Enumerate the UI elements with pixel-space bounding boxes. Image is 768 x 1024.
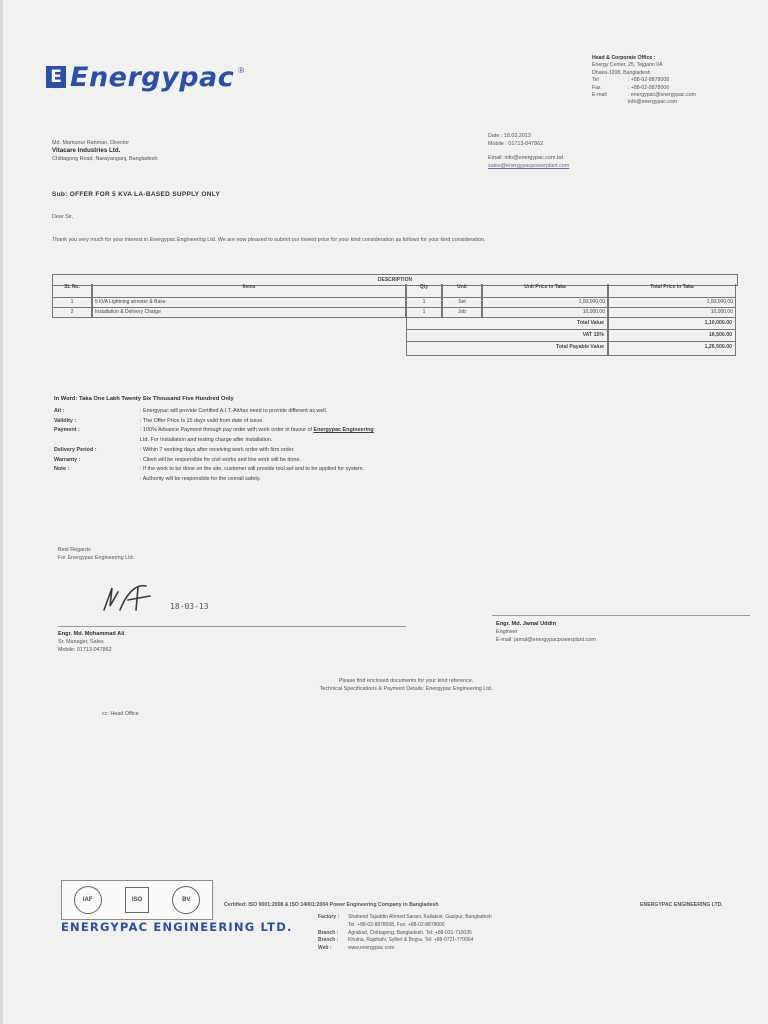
intro-paragraph: Thank you very much for your interest in Energypac Engineering Ltd. We are now pleased to submit our lowest price for your kind consideration as follows for your kind consideration. <box>52 237 486 243</box>
vat-value: 16,500.00 <box>608 330 736 342</box>
recipient-company: Vitacare Industries Ltd. <box>52 147 121 154</box>
term-key: Payment : <box>54 427 80 434</box>
address-row <box>318 945 758 953</box>
term-value <box>140 426 374 436</box>
closing-company: For Energypac Engineering Ltd. <box>58 555 135 561</box>
footnote-line: Technical Specifications & Payment Details: Energypac Engineering Ltd. <box>319 686 493 692</box>
ref-email-link[interactable]: sales@energypacpowerplant.com <box>488 163 570 169</box>
recipient-block <box>52 139 352 163</box>
total-label: Total Value <box>406 318 608 330</box>
address-row <box>318 937 758 945</box>
contact-key: E-mail <box>592 92 607 99</box>
ref-date: Date : 18.03.2013 <box>488 133 531 139</box>
term-row <box>54 407 694 417</box>
ref-mobile: Mobile : 01713-047862 <box>488 141 544 147</box>
ref-email: Email: info@energypac.com.bd <box>488 155 563 161</box>
signatory-right-email: E-mail: jamal@energypacpowerplant.com <box>496 637 596 643</box>
cc-line: cc: Head Office <box>102 711 139 717</box>
contact-row <box>592 77 752 84</box>
term-value: Ltd. For Installation and testing charge after installation. <box>140 437 273 444</box>
signatory-left <box>58 630 124 654</box>
address-value: Shaheed Tajuddin Ahmed Sarani, Kaliakoir, Gazipur, Bangladesh <box>348 914 492 920</box>
header-unit: Unit <box>442 284 482 298</box>
signature-line-right <box>492 615 750 616</box>
logo-wordmark: Energypac <box>70 61 235 93</box>
amount-in-words: In Word: Taka One Lakh Twenty Six Thousand Five Hundred Only <box>54 396 234 402</box>
logo-trademark: ® <box>238 66 245 75</box>
term-row <box>54 456 694 466</box>
signatory-left-title: Sr. Manager, Sales <box>58 639 104 645</box>
contact-value: : +88-02-8878008 <box>628 77 670 84</box>
address-key: Branch : <box>318 929 339 936</box>
header-qty: Qty <box>406 284 442 298</box>
term-row <box>54 426 694 436</box>
term-underlined: Energypac Engineering <box>313 427 374 434</box>
cell-unit-price: 1,00,000.00 <box>482 298 608 308</box>
term-row <box>54 475 694 485</box>
signatory-left-mobile: Mobile: 01713-047862 <box>58 647 112 653</box>
address-value: Agrabad, Chittagong, Bangladesh. Tel: +88-031-710035 <box>348 929 472 936</box>
contact-row <box>592 92 752 99</box>
signature-line-left <box>58 626 406 627</box>
cell-unit: Job <box>442 308 482 318</box>
signatory-right <box>496 620 596 644</box>
term-value: : If the work to be done on the site, customer will provide tool set and to be applied for system. <box>140 466 365 473</box>
footnote-line: Please find enclosed documents for your kind reference. <box>338 678 474 684</box>
energypac-logo <box>46 62 244 92</box>
contact-key: Tel <box>592 77 599 84</box>
term-key: Delivery Period : <box>54 446 97 453</box>
term-key: Warranty : <box>54 456 81 463</box>
subject-line: Sub: OFFER FOR 5 KVA LA-BASED SUPPLY ONLY <box>52 191 221 198</box>
header-items: Items <box>92 284 406 298</box>
cell-unit-price: 10,000.00 <box>482 308 608 318</box>
header-sl: SL No. <box>52 284 92 298</box>
footnote <box>186 677 626 693</box>
signatory-right-title: Engineer <box>496 629 518 635</box>
contact-value: : energypac@energypac.com <box>628 92 696 99</box>
recipient-line: Md. Mamunur Rahman, Director <box>52 140 129 146</box>
term-value: : Within 7 working days after receiving work order with firm order. <box>140 446 295 453</box>
head-office-title: Head & Corporate Office : <box>592 55 656 61</box>
address-value: Tel: +88-02-8878008, Fax: +88-02-8878006 <box>348 921 445 928</box>
address-row <box>318 930 758 938</box>
cell-qty: 1 <box>406 308 442 318</box>
term-value: : The Offer Price Is 15 days valid from date of issue. <box>140 417 264 424</box>
address-key: Branch : <box>318 937 339 944</box>
header-total-price: Total Price in Taka <box>608 284 736 298</box>
term-value: : Client will be responsible for civil works and line work will be done. <box>140 456 301 463</box>
address-value: www.energypac.com <box>348 945 395 952</box>
payable-value: 1,26,500.00 <box>608 342 736 356</box>
footer-company-name: ENERGYPAC ENGINEERING LTD. <box>61 920 293 934</box>
closing-thanks: Best Regards <box>58 547 91 553</box>
term-key: Ait : <box>54 408 65 414</box>
payable-label: Total Payable Value <box>406 342 608 356</box>
contact-row <box>592 85 752 92</box>
cell-qty: 1 <box>406 298 442 308</box>
term-value: : Authority will be responsible for the overall safety. <box>140 475 261 482</box>
term-row <box>54 436 694 446</box>
recipient-address: Chittagong Road, Narayanganj, Bangladesh <box>52 156 158 162</box>
cell-total: 1,00,000.00 <box>608 298 736 308</box>
iso-certified-text: Certified: ISO 9001:2008 & ISO 14001:2004 Power Engineering Company in Bangladesh <box>224 902 439 908</box>
scan-edge <box>0 0 3 1024</box>
contact-value: : +88-02-8878006 <box>628 84 670 91</box>
iso-company-text: ENERGYPAC ENGINEERING LTD. <box>640 902 723 908</box>
cell-sl: 2 <box>52 308 92 318</box>
offer-letter-page <box>6 0 768 1024</box>
closing-block <box>58 546 134 562</box>
contact-value: info@energypac.com <box>628 99 678 106</box>
header-unit-price: Unit Price in Taka <box>482 284 608 298</box>
handwritten-signature <box>98 580 178 620</box>
term-key: Note : <box>54 466 70 473</box>
footer-addresses <box>318 914 758 953</box>
cell-item: Installation & Delivery Charge <box>92 308 406 318</box>
address-value: Khulna, Rajshahi, Sylhet & Bogra. Tel: +88-0721-770064 <box>348 937 474 944</box>
iso-certification-icon: ISO <box>125 887 149 913</box>
cell-sl: 1 <box>52 298 92 308</box>
cell-unit: Set <box>442 298 482 308</box>
head-office-line: Dhaka-1208, Bangladesh <box>592 69 651 76</box>
head-office-line: Energy Center, 25, Tejgaon I/A <box>592 62 663 69</box>
signatory-right-name: Engr. Md. Jamal Uddin <box>496 621 556 627</box>
term-text: : 100% Advance Payment through pay order with work order in favour of <box>140 427 314 434</box>
contact-row <box>592 99 752 106</box>
term-row <box>54 417 694 427</box>
reference-block <box>488 132 688 170</box>
iaf-certification-icon: IAF <box>74 886 102 914</box>
term-key <box>54 475 140 485</box>
cell-item: 5 kVA Lightning arrester & Base <box>92 298 406 308</box>
term-value: : Energypac will provide Certified A.I.T. Ait/tax need to provide different as well. <box>140 408 328 414</box>
bureau-veritas-icon: BV <box>172 886 200 914</box>
address-key <box>318 922 348 930</box>
contact-key <box>592 99 628 106</box>
certification-badges <box>61 880 213 920</box>
address-row <box>318 922 758 930</box>
address-key: Web : <box>318 945 332 952</box>
address-row <box>318 914 758 922</box>
table-caption: DESCRIPTION <box>52 274 738 286</box>
term-key: Validity : <box>54 417 77 424</box>
contact-key: Fax <box>592 84 601 91</box>
logo-mark-icon: E <box>46 66 66 88</box>
term-row <box>54 446 694 456</box>
cell-total: 10,000.00 <box>608 308 736 318</box>
address-key: Factory : <box>318 914 340 920</box>
term-row <box>54 465 694 475</box>
total-value: 1,10,000.00 <box>608 318 736 330</box>
vat-label: VAT 15% <box>406 330 608 342</box>
salutation: Dear Sir, <box>52 214 73 220</box>
signature-date: 18-03-13 <box>170 602 209 611</box>
head-office-block <box>592 55 752 107</box>
term-key <box>54 436 140 446</box>
terms-list <box>54 407 694 485</box>
signatory-left-name: Engr. Md. Mohammad Ali <box>58 631 125 637</box>
